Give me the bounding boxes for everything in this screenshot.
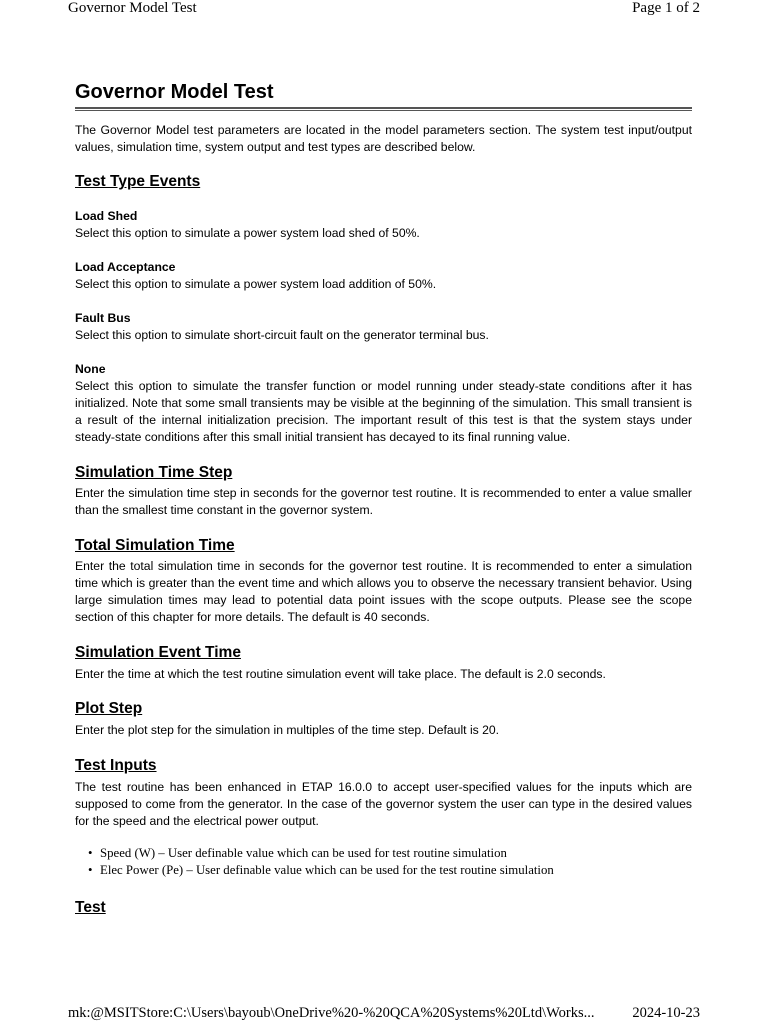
section-heading-simulation-time-step: Simulation Time Step (75, 464, 233, 481)
title-divider (75, 107, 692, 111)
document-body (75, 79, 692, 918)
test-inputs-list (75, 845, 692, 879)
source-url: mk:@MSITStore:C:\Users\bayoub\OneDrive%20-%20QCA%20Systems%20Ltd\Works... (68, 1005, 595, 1021)
section-heading-test-inputs: Test Inputs (75, 757, 157, 774)
event-label: Fault Bus (75, 311, 131, 325)
print-header-title: Governor Model Test (68, 0, 197, 16)
section-heading-total-simulation-time: Total Simulation Time (75, 537, 235, 554)
section-heading-test-type-events: Test Type Events (75, 173, 201, 190)
test-inputs-text: The test routine has been enhanced in ETAP 16.0.0 to accept user-specified values for the inputs which are supposed to come from the generator. In the case of the governor system the user can type in the desired values for the speed and the electrical power output. (75, 780, 692, 828)
event-description: Select this option to simulate a power system load shed of 50%. (75, 226, 420, 240)
list-item: • Speed (W) – User definable value which can be used for test routine simulation (88, 845, 692, 862)
plot-step-text: Enter the plot step for the simulation in multiples of the time step. Default is 20. (75, 723, 500, 737)
simulation-event-time-text: Enter the time at which the test routine simulation event will take place. The default is 2.0 seconds. (75, 667, 606, 681)
print-footer (68, 1005, 700, 1022)
total-simulation-time-text: Enter the total simulation time in seconds for the governor test routine. It is recommended to enter a simulation time which is greater than the event time and which allows you to observe the necessary transient behavior. Using large simulation times may lead to potential data point issues with the scope outputs. Please see the scope section of this chapter for more details. The default is 40 seconds. (75, 559, 692, 624)
page-title: Governor Model Test (75, 81, 274, 103)
event-label: None (75, 362, 106, 376)
list-item: • Elec Power (Pe) – User definable value which can be used for the test routine simulation (88, 862, 692, 879)
event-label: Load Acceptance (75, 260, 176, 274)
event-label: Load Shed (75, 209, 138, 223)
event-item-none (75, 361, 692, 446)
event-description: Select this option to simulate short-circuit fault on the generator terminal bus. (75, 328, 489, 342)
page-number: Page 1 of 2 (632, 0, 700, 16)
event-item-load-acceptance (75, 259, 692, 293)
simulation-time-step-text: Enter the simulation time step in seconds for the governor test routine. It is recommended to enter a value smaller than the smallest time constant in the governor system. (75, 486, 692, 517)
event-item-fault-bus (75, 310, 692, 344)
section-heading-test: Test (75, 899, 106, 916)
event-item-load-shed (75, 208, 692, 242)
section-heading-plot-step: Plot Step (75, 700, 143, 717)
print-header (68, 0, 700, 17)
event-description: Select this option to simulate the transfer function or model running under steady-state conditions after it has initialized. Note that some small transients may be visible at the beginning of the simulation. This small transient is a result of the internal initialization precision. The important result of this test is that the system stays under steady-state conditions after this small initial transient has decayed to its final running value. (75, 379, 692, 444)
print-date: 2024-10-23 (632, 1005, 700, 1021)
section-heading-simulation-event-time: Simulation Event Time (75, 644, 241, 661)
event-description: Select this option to simulate a power system load addition of 50%. (75, 277, 437, 291)
intro-paragraph: The Governor Model test parameters are located in the model parameters section. The system test input/output values, simulation time, system output and test types are described below. (75, 123, 692, 154)
